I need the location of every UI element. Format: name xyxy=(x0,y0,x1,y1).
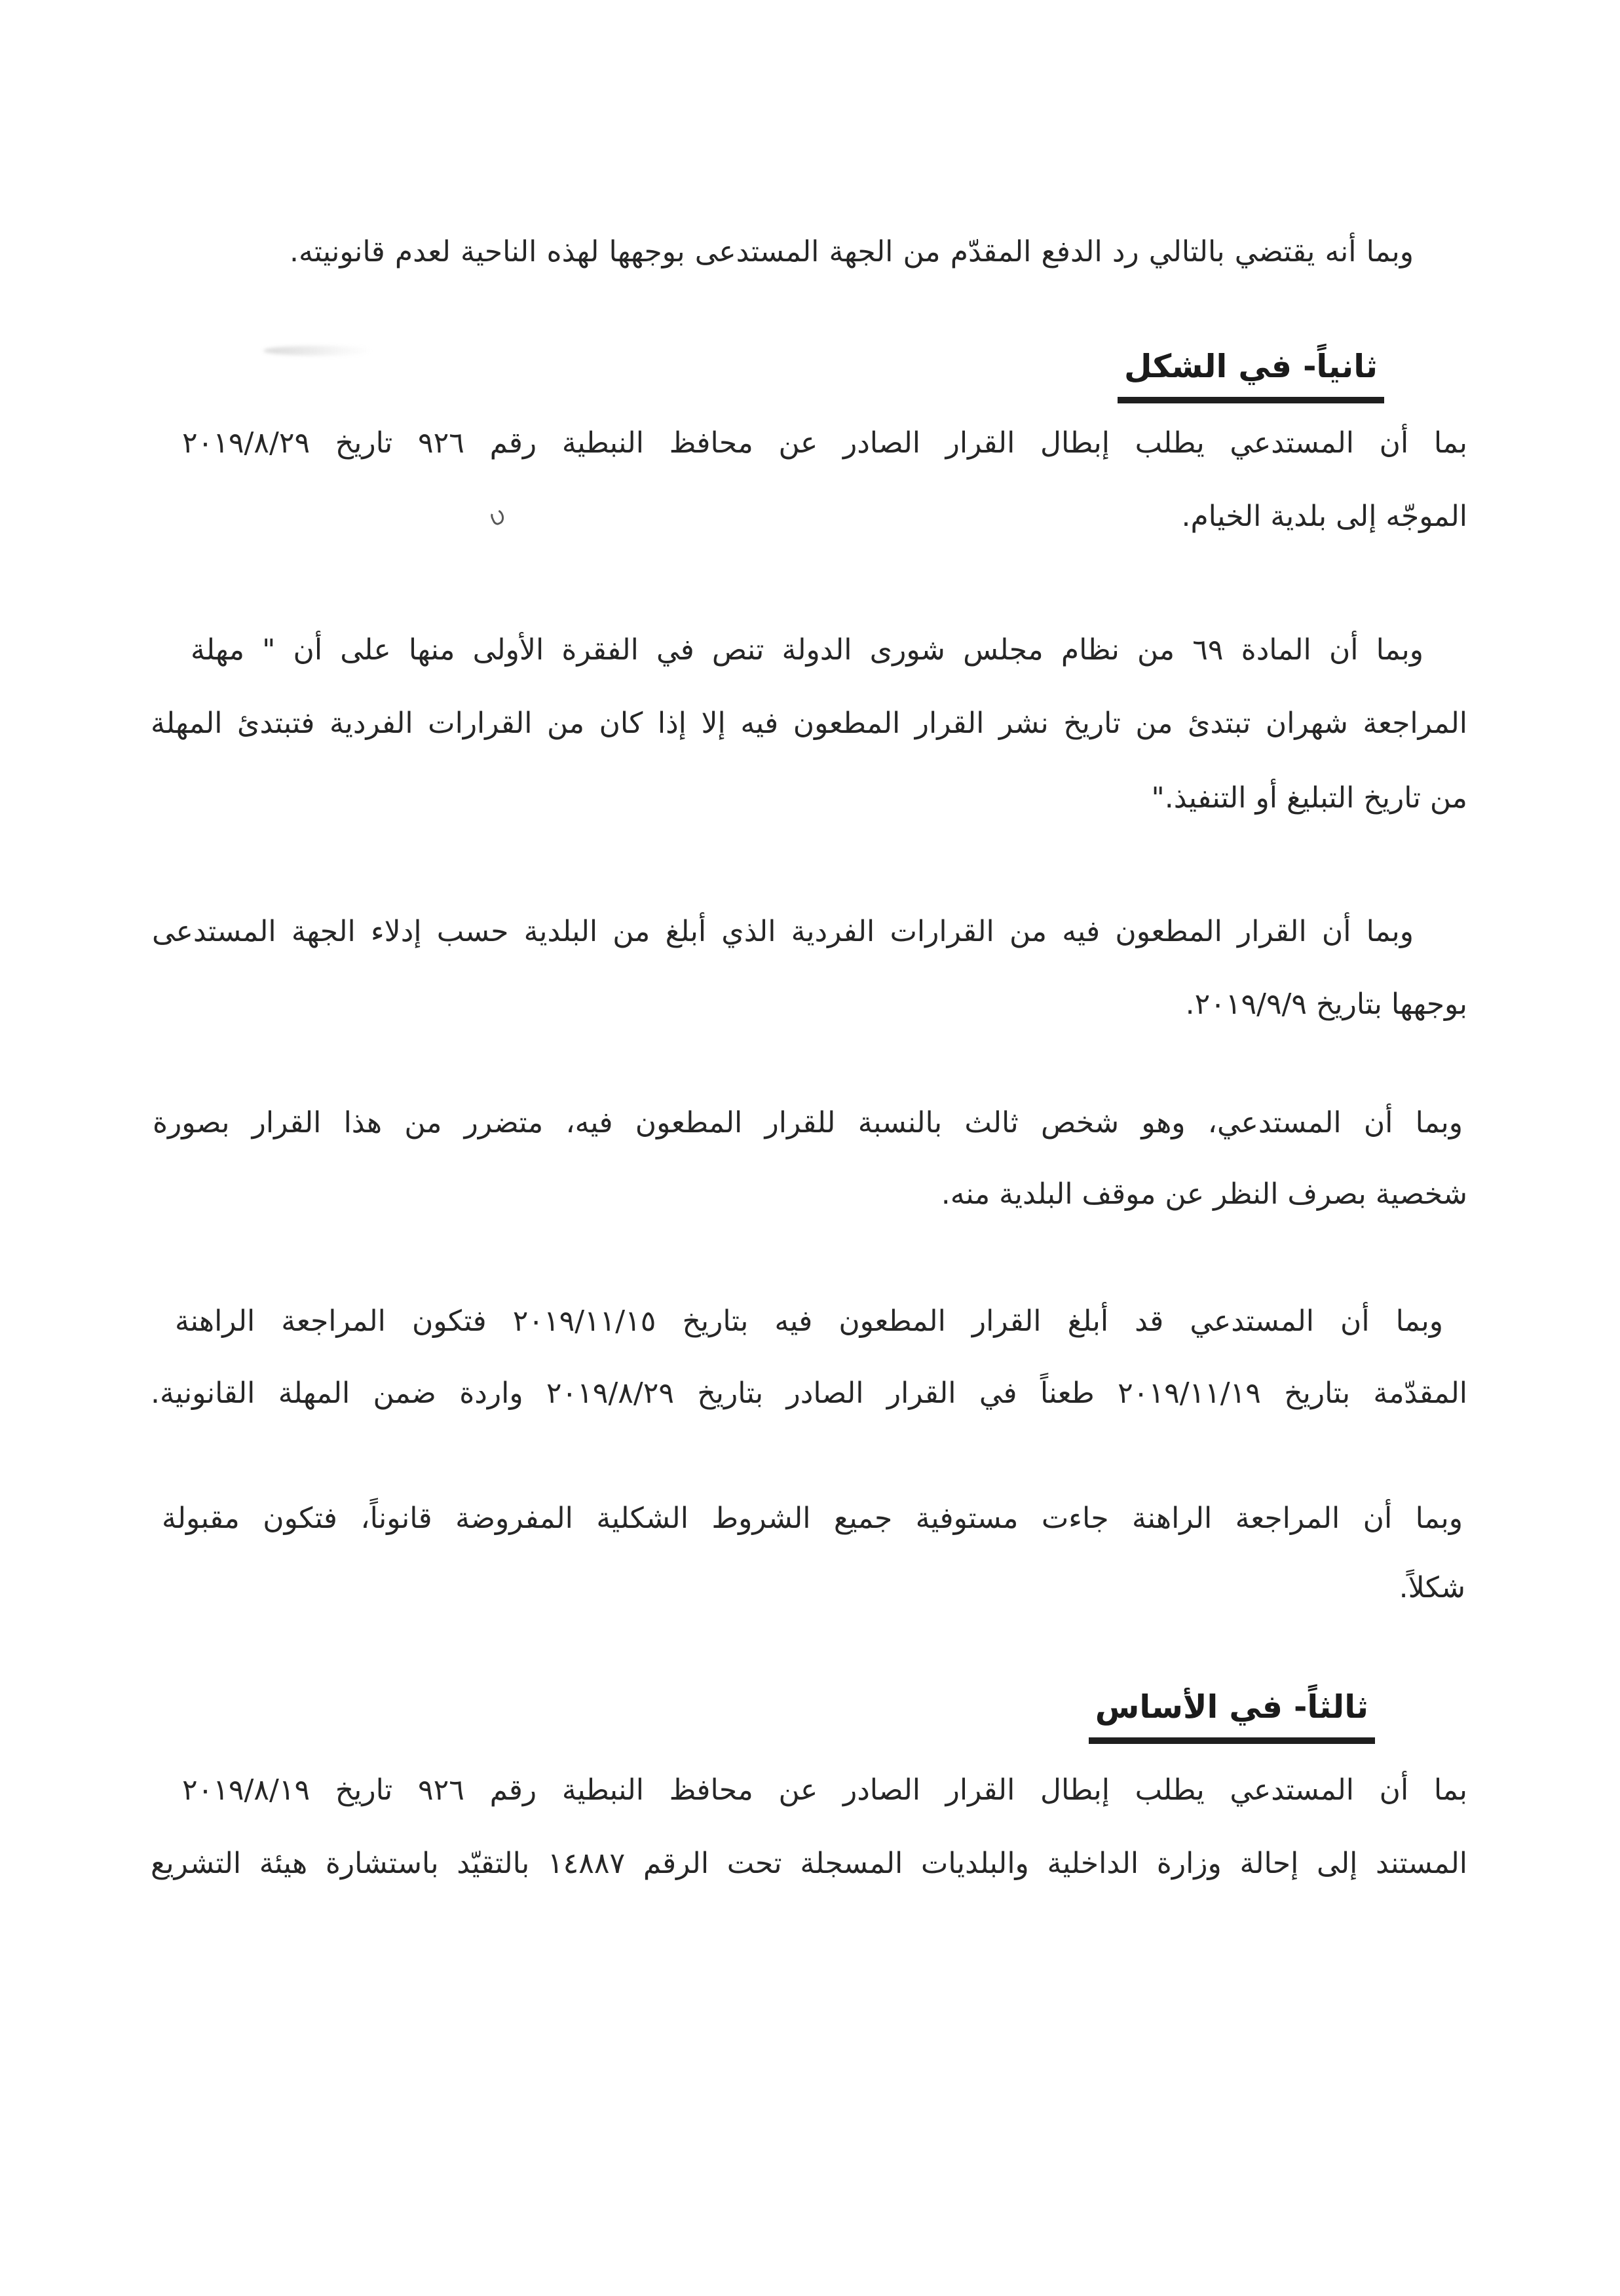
deadline-line-2: المقدّمة بتاريخ ٢٠١٩/١١/١٩ طعناً في القرار الصادر بتاريخ ٢٠١٩/٨/٢٩ واردة ضمن المهلة القانونية. xyxy=(151,1377,1467,1410)
merits-section-heading-text: ثالثاً- في الأساس xyxy=(1089,1688,1375,1744)
third-party-line-2: شخصية بصرف النظر عن موقف البلدية منه. xyxy=(941,1177,1467,1211)
form-request-line-1: بما أن المستدعي يطلب إبطال القرار الصادر عن محافظ النبطية رقم ٩٢٦ تاريخ ٢٠١٩/٨/٢٩ xyxy=(182,426,1467,460)
article69-line-1: وبما أن المادة ٦٩ من نظام مجلس شورى الدولة تنص في الفقرة الأولى منها على أن " مهلة xyxy=(191,633,1423,667)
scan-stray-mark xyxy=(489,508,506,527)
article69-line-3: من تاريخ التبليغ أو التنفيذ." xyxy=(1151,781,1467,815)
scan-smudge-artifact xyxy=(263,346,373,356)
deadline-line-1: وبما أن المستدعي قد أبلغ القرار المطعون فيه بتاريخ ٢٠١٩/١١/١٥ فتكون المراجعة الراهنة xyxy=(175,1305,1443,1338)
individual-decision-line-2: بوجهها بتاريخ ٢٠١٩/٩/٩. xyxy=(1185,988,1467,1021)
form-section-heading-text: ثانياً- في الشكل xyxy=(1118,348,1384,403)
acceptance-line-2: شكلاً. xyxy=(1399,1571,1465,1604)
acceptance-line-1: وبما أن المراجعة الراهنة جاءت مستوفية جميع الشروط الشكلية المفروضة قانوناً، فتكون مقبولة xyxy=(162,1502,1463,1535)
third-party-line-1: وبما أن المستدعي، وهو شخص ثالث بالنسبة للقرار المطعون فيه، متضرر من هذا القرار بصورة xyxy=(153,1106,1463,1139)
merits-request-line-1: بما أن المستدعي يطلب إبطال القرار الصادر عن محافظ النبطية رقم ٩٢٦ تاريخ ٢٠١٩/٨/١٩ xyxy=(182,1773,1467,1807)
individual-decision-line-1: وبما أن القرار المطعون فيه من القرارات الفردية الذي أبلغ من البلدية حسب إدلاء الجهة المستدعى xyxy=(152,915,1414,948)
form-section-heading xyxy=(1118,348,1384,403)
form-request-line-2: الموجّه إلى بلدية الخيام. xyxy=(1181,500,1467,533)
merits-section-heading xyxy=(1089,1688,1375,1744)
article69-line-2: المراجعة شهران تبتدئ من تاريخ نشر القرار المطعون فيه إلا إذا كان من القرارات الفردية فتبتدئ المهلة xyxy=(151,707,1467,740)
conclusion-line: وبما أنه يقتضي بالتالي رد الدفع المقدّم من الجهة المستدعى بوجهها لهذه الناحية لعدم قانونيته. xyxy=(290,235,1414,268)
merits-request-line-2: المستند إلى إحالة وزارة الداخلية والبلديات المسجلة تحت الرقم ١٤٨٨٧ بالتقيّد باستشارة هيئة التشريع xyxy=(151,1847,1467,1880)
